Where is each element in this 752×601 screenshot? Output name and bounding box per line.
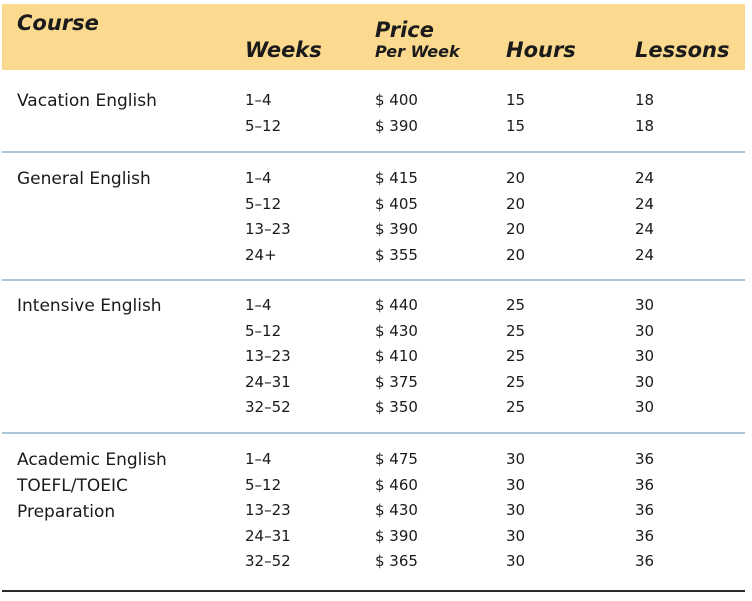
header-price-per-week: Per Week: [375, 42, 460, 61]
course-rows: [2, 88, 745, 139]
cell-hours: 20: [506, 169, 526, 187]
header-hours: Hours: [506, 38, 576, 62]
table-bottom-rule: [2, 590, 745, 592]
course-name-line: Academic English: [17, 450, 167, 470]
cell-lessons: 24: [635, 169, 655, 187]
cell-weeks: 5–12: [245, 194, 282, 213]
cell-weeks: 5–12: [245, 475, 282, 494]
table-row: [2, 473, 745, 499]
cell-hours: 20: [506, 245, 526, 264]
cell-weeks: 1–4: [245, 296, 272, 314]
section-divider: [2, 151, 745, 153]
table-row: [2, 217, 745, 243]
course-section-vacation: [2, 88, 745, 144]
course-section-general: [2, 166, 745, 272]
cell-lessons: 36: [635, 501, 655, 519]
cell-price: $ 390: [375, 116, 418, 135]
table-row: [2, 549, 745, 575]
cell-price: $ 390: [375, 220, 418, 238]
table-row: [2, 88, 745, 114]
cell-hours: 30: [506, 552, 526, 570]
cell-price: $ 405: [375, 194, 418, 213]
header-lessons: Lessons: [635, 38, 730, 62]
cell-hours: 20: [506, 194, 526, 213]
cell-hours: 30: [506, 475, 526, 494]
cell-price: $ 430: [375, 321, 418, 340]
cell-lessons: 18: [635, 91, 655, 109]
section-divider: [2, 279, 745, 281]
table-row: [2, 293, 745, 319]
cell-hours: 25: [506, 372, 526, 391]
table-row: [2, 498, 745, 524]
cell-price: $ 475: [375, 450, 418, 468]
table-row: [2, 192, 745, 218]
cell-price: $ 375: [375, 372, 418, 391]
table-row: [2, 166, 745, 192]
cell-weeks: 32–52: [245, 552, 291, 570]
cell-lessons: 36: [635, 450, 655, 468]
cell-lessons: 24: [635, 220, 655, 238]
cell-price: $ 390: [375, 526, 418, 545]
cell-price: $ 365: [375, 552, 418, 570]
course-name-line: Preparation: [17, 502, 116, 522]
cell-lessons: 24: [635, 245, 655, 264]
table-row: [2, 319, 745, 345]
cell-hours: 25: [506, 296, 526, 314]
cell-price: $ 430: [375, 501, 418, 519]
cell-price: $ 350: [375, 398, 418, 416]
cell-lessons: 30: [635, 321, 655, 340]
cell-weeks: 32–52: [245, 398, 291, 416]
cell-hours: 30: [506, 526, 526, 545]
cell-weeks: 1–4: [245, 91, 272, 109]
table-row: [2, 114, 745, 140]
cell-lessons: 30: [635, 347, 655, 365]
header-price: Price: [375, 18, 434, 42]
cell-lessons: 36: [635, 475, 655, 494]
header-weeks: Weeks: [245, 38, 322, 62]
course-name-line: Vacation English: [17, 91, 157, 111]
cell-lessons: 30: [635, 296, 655, 314]
course-name-line: Intensive English: [17, 296, 162, 316]
cell-hours: 30: [506, 501, 526, 519]
cell-hours: 15: [506, 116, 526, 135]
cell-hours: 30: [506, 450, 526, 468]
cell-weeks: 5–12: [245, 116, 282, 135]
cell-weeks: 13–23: [245, 501, 291, 519]
table-row: [2, 447, 745, 473]
header-course: Course: [17, 11, 99, 35]
table-row: [2, 370, 745, 396]
table-row: [2, 344, 745, 370]
cell-hours: 25: [506, 398, 526, 416]
cell-hours: 20: [506, 220, 526, 238]
course-rows: [2, 447, 745, 575]
cell-weeks: 5–12: [245, 321, 282, 340]
cell-lessons: 30: [635, 398, 655, 416]
cell-hours: 15: [506, 91, 526, 109]
cell-weeks: 13–23: [245, 347, 291, 365]
cell-price: $ 400: [375, 91, 418, 109]
course-rows: [2, 293, 745, 421]
table-row: [2, 395, 745, 421]
table-row: [2, 243, 745, 269]
course-section-academic: [2, 447, 745, 578]
cell-weeks: 24+: [245, 245, 277, 264]
table-header: [2, 4, 745, 70]
course-rows: [2, 166, 745, 268]
course-section-intensive: [2, 293, 745, 424]
cell-weeks: 1–4: [245, 169, 272, 187]
cell-lessons: 36: [635, 552, 655, 570]
cell-price: $ 355: [375, 245, 418, 264]
cell-lessons: 24: [635, 194, 655, 213]
cell-price: $ 410: [375, 347, 418, 365]
cell-lessons: 18: [635, 116, 655, 135]
cell-weeks: 24–31: [245, 526, 291, 545]
table-row: [2, 524, 745, 550]
cell-price: $ 460: [375, 475, 418, 494]
cell-hours: 25: [506, 347, 526, 365]
cell-price: $ 415: [375, 169, 418, 187]
course-name-line: TOEFL/TOEIC: [17, 476, 128, 496]
section-divider: [2, 432, 745, 434]
cell-weeks: 13–23: [245, 220, 291, 238]
cell-weeks: 1–4: [245, 450, 272, 468]
cell-lessons: 30: [635, 372, 655, 391]
cell-price: $ 440: [375, 296, 418, 314]
course-name-line: General English: [17, 169, 151, 189]
cell-lessons: 36: [635, 526, 655, 545]
cell-hours: 25: [506, 321, 526, 340]
cell-weeks: 24–31: [245, 372, 291, 391]
